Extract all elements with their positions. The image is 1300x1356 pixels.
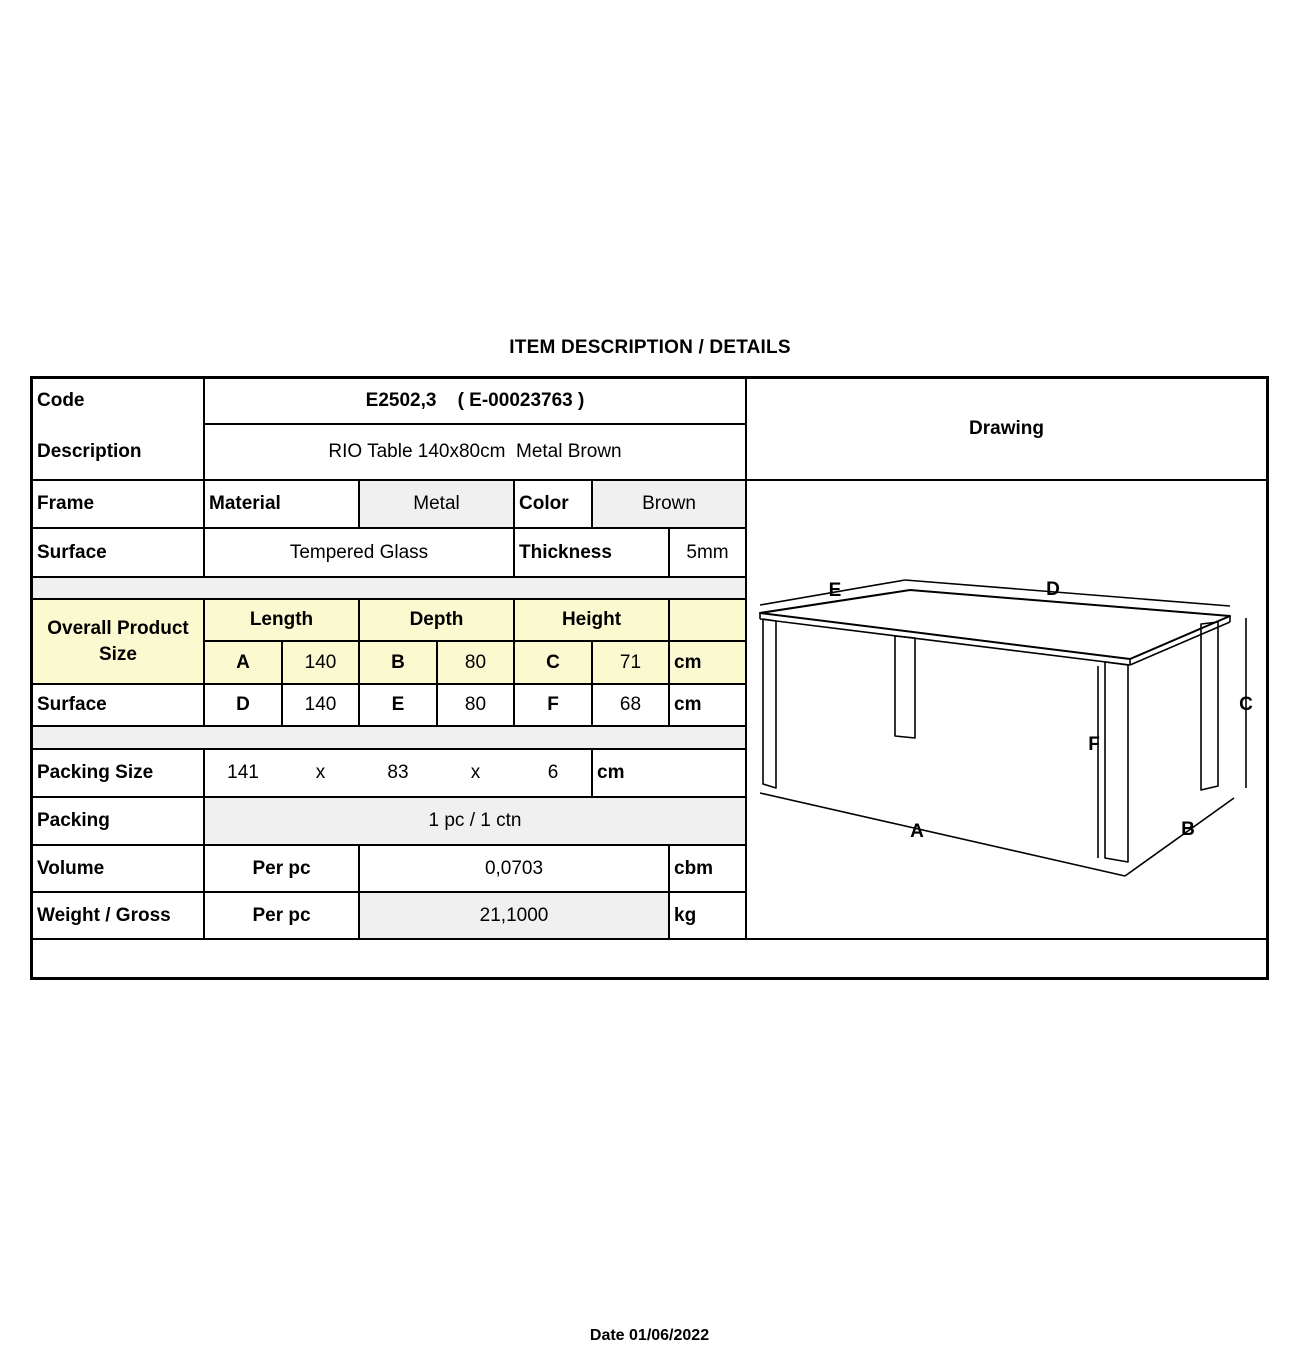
dim-unit-cm: cm xyxy=(674,651,702,673)
volume-per-pc: Per pc xyxy=(252,857,311,879)
drawing-header: Drawing xyxy=(969,418,1044,439)
packing-times-2: x xyxy=(470,762,481,783)
weight-label: Weight / Gross xyxy=(37,904,171,926)
dim-e-value: 80 xyxy=(464,694,487,715)
weight-per-pc: Per pc xyxy=(252,904,311,926)
dim-b-value: 80 xyxy=(464,651,487,673)
table-drawing xyxy=(745,478,1265,934)
surface-unit-cm: cm xyxy=(674,694,702,715)
dim-a-label: A xyxy=(236,651,250,673)
table-leg-front-left xyxy=(763,619,776,788)
table-leg-back-left xyxy=(895,636,915,738)
drawing-label-b: B xyxy=(1181,819,1195,840)
dim-a-value: 140 xyxy=(304,651,337,673)
volume-label: Volume xyxy=(37,857,105,879)
code-value: E2502,3 ( E-00023763 ) xyxy=(365,390,585,411)
drawing-label-c: C xyxy=(1239,694,1253,715)
material-value: Metal xyxy=(413,493,460,514)
thickness-value: 5mm xyxy=(686,541,729,563)
description-label: Description xyxy=(37,441,142,462)
dim-b-label: B xyxy=(391,651,405,673)
grid-line xyxy=(33,725,745,727)
dim-d-value: 140 xyxy=(304,694,337,715)
overall-size-label xyxy=(33,600,203,683)
dim-e-label: E xyxy=(391,694,405,715)
dim-line-b xyxy=(1125,798,1234,876)
weight-unit: kg xyxy=(674,904,697,926)
dim-c-value: 71 xyxy=(619,651,642,673)
drawing-label-d: D xyxy=(1046,579,1060,600)
color-label: Color xyxy=(519,493,569,514)
table-top-edge xyxy=(760,619,1130,665)
length-header: Length xyxy=(249,609,314,630)
spacer-row-2 xyxy=(33,726,745,748)
drawing-label-f: F xyxy=(1088,734,1100,755)
weight-value: 21,1000 xyxy=(479,904,549,926)
depth-header: Depth xyxy=(409,609,464,630)
packing-height: 6 xyxy=(547,762,559,783)
surface-label: Surface xyxy=(37,541,107,563)
height-header: Height xyxy=(561,609,622,630)
overall-size-label-line2: Size xyxy=(98,643,138,665)
volume-value: 0,0703 xyxy=(484,857,544,879)
packing-length: 141 xyxy=(227,762,259,783)
packing-value: 1 pc / 1 ctn xyxy=(428,810,522,831)
surface-dims-label: Surface xyxy=(37,694,107,715)
footer-date: Date 01/06/2022 xyxy=(589,1327,710,1344)
table-leg-front-right xyxy=(1105,662,1128,862)
page-title: ITEM DESCRIPTION / DETAILS xyxy=(509,337,791,358)
dim-d-label: D xyxy=(236,694,250,715)
table-top-edge xyxy=(1130,622,1230,665)
spacer-row-1 xyxy=(33,577,745,599)
packing-width: 83 xyxy=(387,762,409,783)
dim-f-label: F xyxy=(547,694,559,715)
dim-f-value: 68 xyxy=(619,694,642,715)
drawing-label-a: A xyxy=(910,821,924,842)
grid-line xyxy=(33,576,745,578)
material-label: Material xyxy=(209,493,281,514)
packing-times-1: x xyxy=(315,762,326,783)
thickness-label: Thickness xyxy=(519,541,612,563)
packing-size-label: Packing Size xyxy=(37,762,154,783)
description-value: RIO Table 140x80cm Metal Brown xyxy=(328,441,622,462)
overall-size-label-line1: Overall Product xyxy=(47,617,189,639)
packing-label: Packing xyxy=(37,810,110,831)
dim-c-label: C xyxy=(546,651,560,673)
color-value: Brown xyxy=(642,493,696,514)
frame-label: Frame xyxy=(37,493,95,514)
volume-unit: cbm xyxy=(674,857,714,879)
table-leg-back-right xyxy=(1201,622,1218,790)
surface-value: Tempered Glass xyxy=(289,541,429,563)
code-label: Code xyxy=(37,390,85,411)
grid-line xyxy=(33,938,1266,940)
drawing-label-e: E xyxy=(828,580,842,601)
packing-unit: cm xyxy=(597,762,625,783)
dim-line-a xyxy=(760,793,1125,876)
